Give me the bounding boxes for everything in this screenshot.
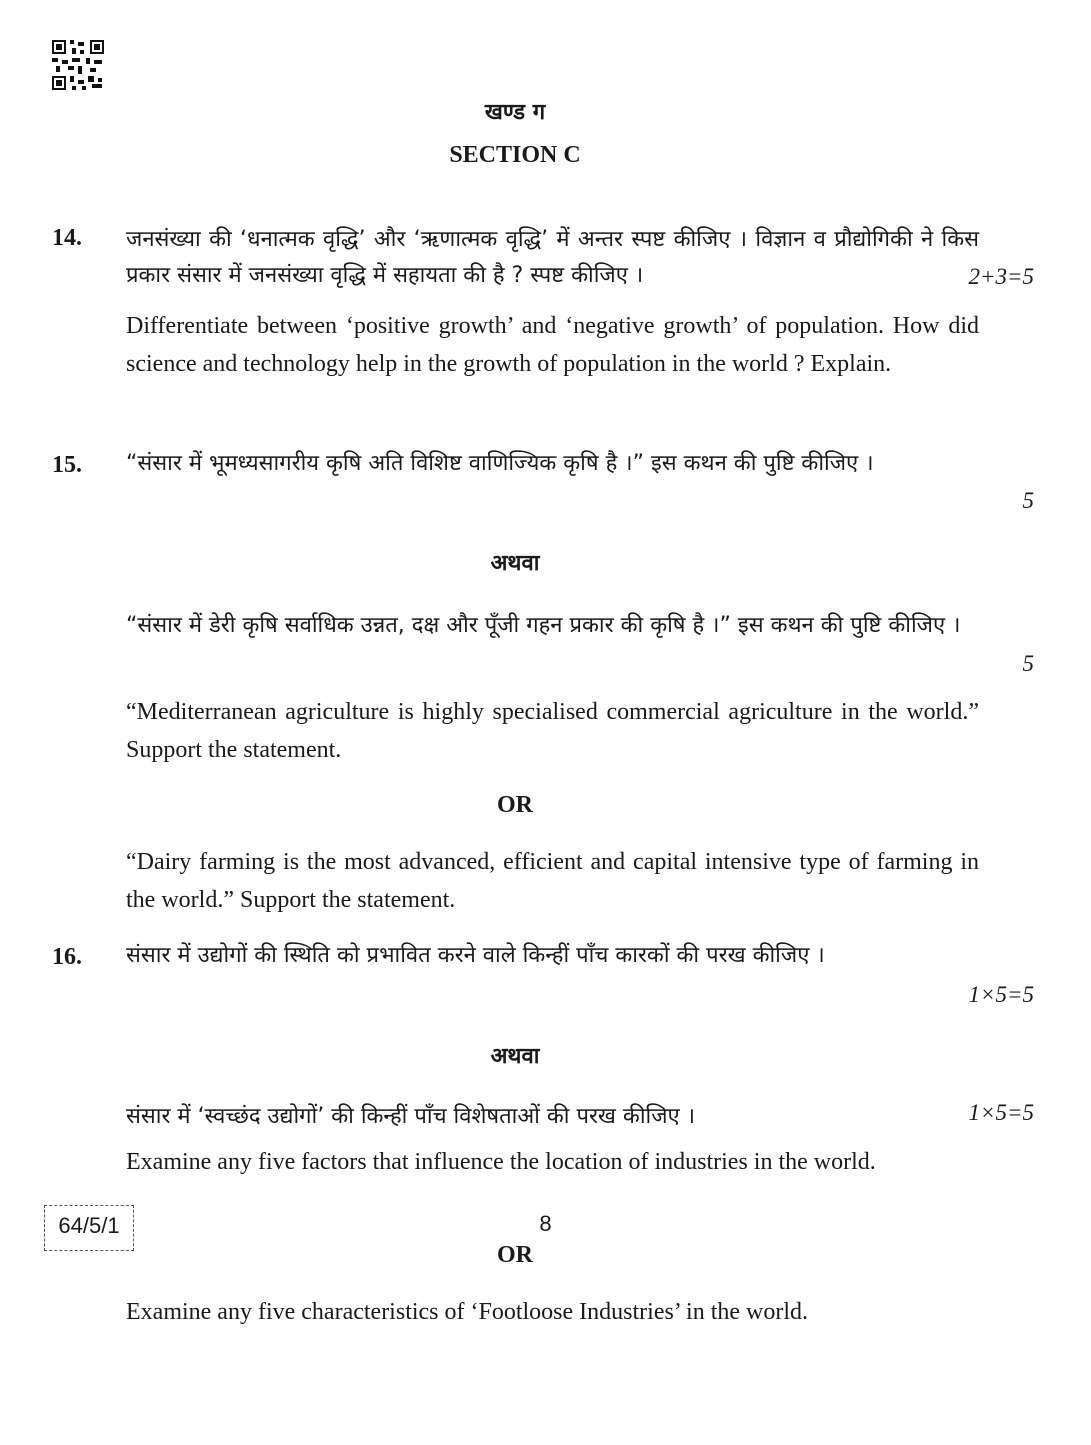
question-16-english-alternative: Examine any five characteristics of ‘Footloose Industries’ in the world.: [126, 1299, 809, 1325]
question-16-marks: 1×5=5: [968, 982, 1034, 1007]
question-16-hindi: संसार में उद्योगों की स्थिति को प्रभावित करने वाले किन्हीं पाँच कारकों की परख कीजिए ।: [126, 943, 825, 968]
question-number-15: 15.: [52, 452, 82, 478]
question-15-hindi: “संसार में भूमध्यसागरीय कृषि अति विशिष्ट वाणिज्यिक कृषि है ।” इस कथन की पुष्टि कीजिए ।: [126, 451, 874, 476]
question-14-english: Differentiate between ‘positive growth’ and ‘negative growth’ of population. How did science and technology help in the growth of population in the world ? Explain.: [126, 313, 979, 377]
question-15-english-alternative: “Dairy farming is the most advanced, efficient and capital intensive type of farming in the world.” Support the statement.: [126, 849, 979, 913]
or-label-hindi: अथवा: [490, 551, 540, 576]
question-16-hindi-alternative: संसार में ‘स्वच्छंद उद्योगों’ की किन्हीं पाँच विशेषताओं की परख कीजिए ।: [126, 1104, 696, 1129]
question-number-14: 14.: [52, 225, 82, 251]
section-title-english: SECTION C: [449, 142, 581, 168]
or-label-english: OR: [497, 792, 533, 818]
question-16-english: Examine any five factors that influence the location of industries in the world.: [126, 1149, 876, 1175]
question-15-english: “Mediterranean agriculture is highly specialised commercial agriculture in the world.” Support the statement.: [126, 699, 979, 763]
qr-code-icon: [52, 40, 104, 90]
question-16-alternative-marks: 1×5=5: [968, 1100, 1034, 1125]
question-14-hindi: जनसंख्या की ‘धनात्मक वृद्धि’ और ‘ऋणात्मक वृद्धि’ में अन्तर स्पष्ट कीजिए । विज्ञान व प्रौद्योगिकी ने किस प्रकार संसार में जनसंख्या वृद्धि में सहायता की है ? स्पष्ट कीजिए ।: [126, 227, 979, 288]
page-number: 8: [539, 1211, 552, 1236]
question-15-marks: 5: [1022, 488, 1034, 513]
question-15-alternative-marks: 5: [1022, 651, 1034, 676]
question-number-16: 16.: [52, 944, 82, 970]
question-14-marks: 2+3=5: [968, 264, 1034, 289]
or-label-english: OR: [497, 1242, 533, 1268]
or-label-hindi: अथवा: [490, 1044, 540, 1069]
question-15-hindi-alternative: “संसार में डेरी कृषि सर्वाधिक उन्नत, दक्ष और पूँजी गहन प्रकार की कृषि है ।” इस कथन की पुष्टि कीजिए ।: [126, 613, 961, 638]
section-title-hindi: खण्ड ग: [484, 100, 546, 125]
paper-code: 64/5/1: [58, 1213, 120, 1238]
